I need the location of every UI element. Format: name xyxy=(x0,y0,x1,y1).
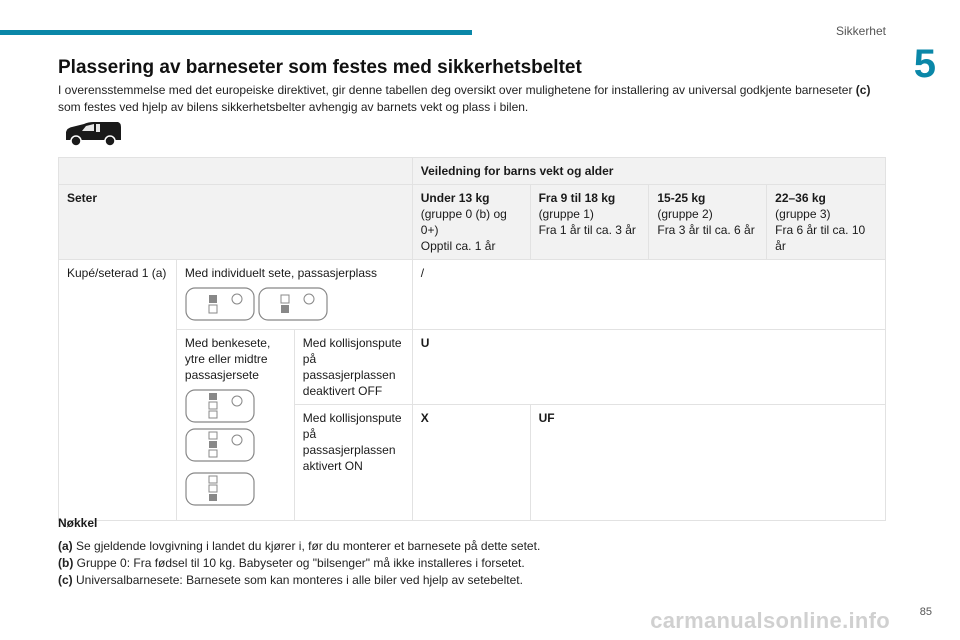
table-header-row xyxy=(59,158,886,185)
intro-text-2: som festes ved hjelp av bilens sikkerhetsbelter avhengig av barnets vekt og plass i bilen. xyxy=(58,100,529,114)
key-title: Nøkkel xyxy=(58,516,98,530)
group-column-2: 15-25 kg (gruppe 2) Fra 3 år til ca. 6 år xyxy=(649,185,767,260)
child-seat-table xyxy=(58,157,886,521)
seat-layout-icon xyxy=(185,287,329,321)
airbag-on-value-group0: X xyxy=(412,405,530,521)
note-c: (c) Universalbarnesete: Barnesete som kan monteres i alle biler ved hjelp av setebeltet. xyxy=(58,573,523,587)
key-notes xyxy=(58,538,540,589)
group-header: Veiledning for barns vekt og alder xyxy=(412,158,885,185)
van-icon xyxy=(64,120,122,148)
airbag-on-value-others: UF xyxy=(530,405,885,521)
section-title: Sikkerhet xyxy=(835,24,886,38)
note-a: (a) Se gjeldende lovgivning i landet du kjører i, før du monterer et barnesete på dette setet. xyxy=(58,539,541,553)
bench-seat-layout-icon xyxy=(185,389,255,509)
row-label: Kupé/seterad 1 (a) xyxy=(59,260,177,521)
intro-ref: (c) xyxy=(855,83,871,97)
airbag-off-value: U xyxy=(412,330,885,405)
group-column-3: 22–36 kg (gruppe 3) Fra 6 år til ca. 10 år xyxy=(767,185,886,260)
individual-seat-cell: Med individuelt sete, passasjerplass xyxy=(176,260,412,330)
seats-header: Seter xyxy=(59,185,413,260)
watermark: carmanualsonline.info xyxy=(650,608,890,633)
table-row xyxy=(59,330,886,405)
page-number: 85 xyxy=(919,606,932,618)
table-row xyxy=(59,260,886,330)
airbag-off-label: Med kollisjonspute på passasjerplassen deaktivert OFF xyxy=(294,330,412,405)
group-column-1: Fra 9 til 18 kg (gruppe 1) Fra 1 år til ca. 3 år xyxy=(530,185,649,260)
intro-paragraph xyxy=(58,82,888,116)
intro-text-1: I overensstemmelse med det europeiske direktivet, gir denne tabellen deg oversikt over mulighetene for installering av universal godkjente barneseter xyxy=(58,83,856,97)
chapter-number: 5 xyxy=(913,42,936,86)
bench-seat-cell: Med benkesete, ytre eller midtre passasjersete xyxy=(176,330,294,521)
group-column-0: Under 13 kg (gruppe 0 (b) og 0+) Opptil ca. 1 år xyxy=(412,185,530,260)
table-subheader-row xyxy=(59,185,886,260)
header-accent-bar xyxy=(0,30,472,35)
note-b: (b) Gruppe 0: Fra fødsel til 10 kg. Babyseter og "bilsenger" må ikke installeres i forsetet. xyxy=(58,556,525,570)
airbag-on-label: Med kollisjonspute på passasjerplassen aktivert ON xyxy=(294,405,412,521)
page-title: Plassering av barneseter som festes med sikkerhetsbeltet xyxy=(58,57,582,78)
individual-seat-value: / xyxy=(412,260,885,330)
